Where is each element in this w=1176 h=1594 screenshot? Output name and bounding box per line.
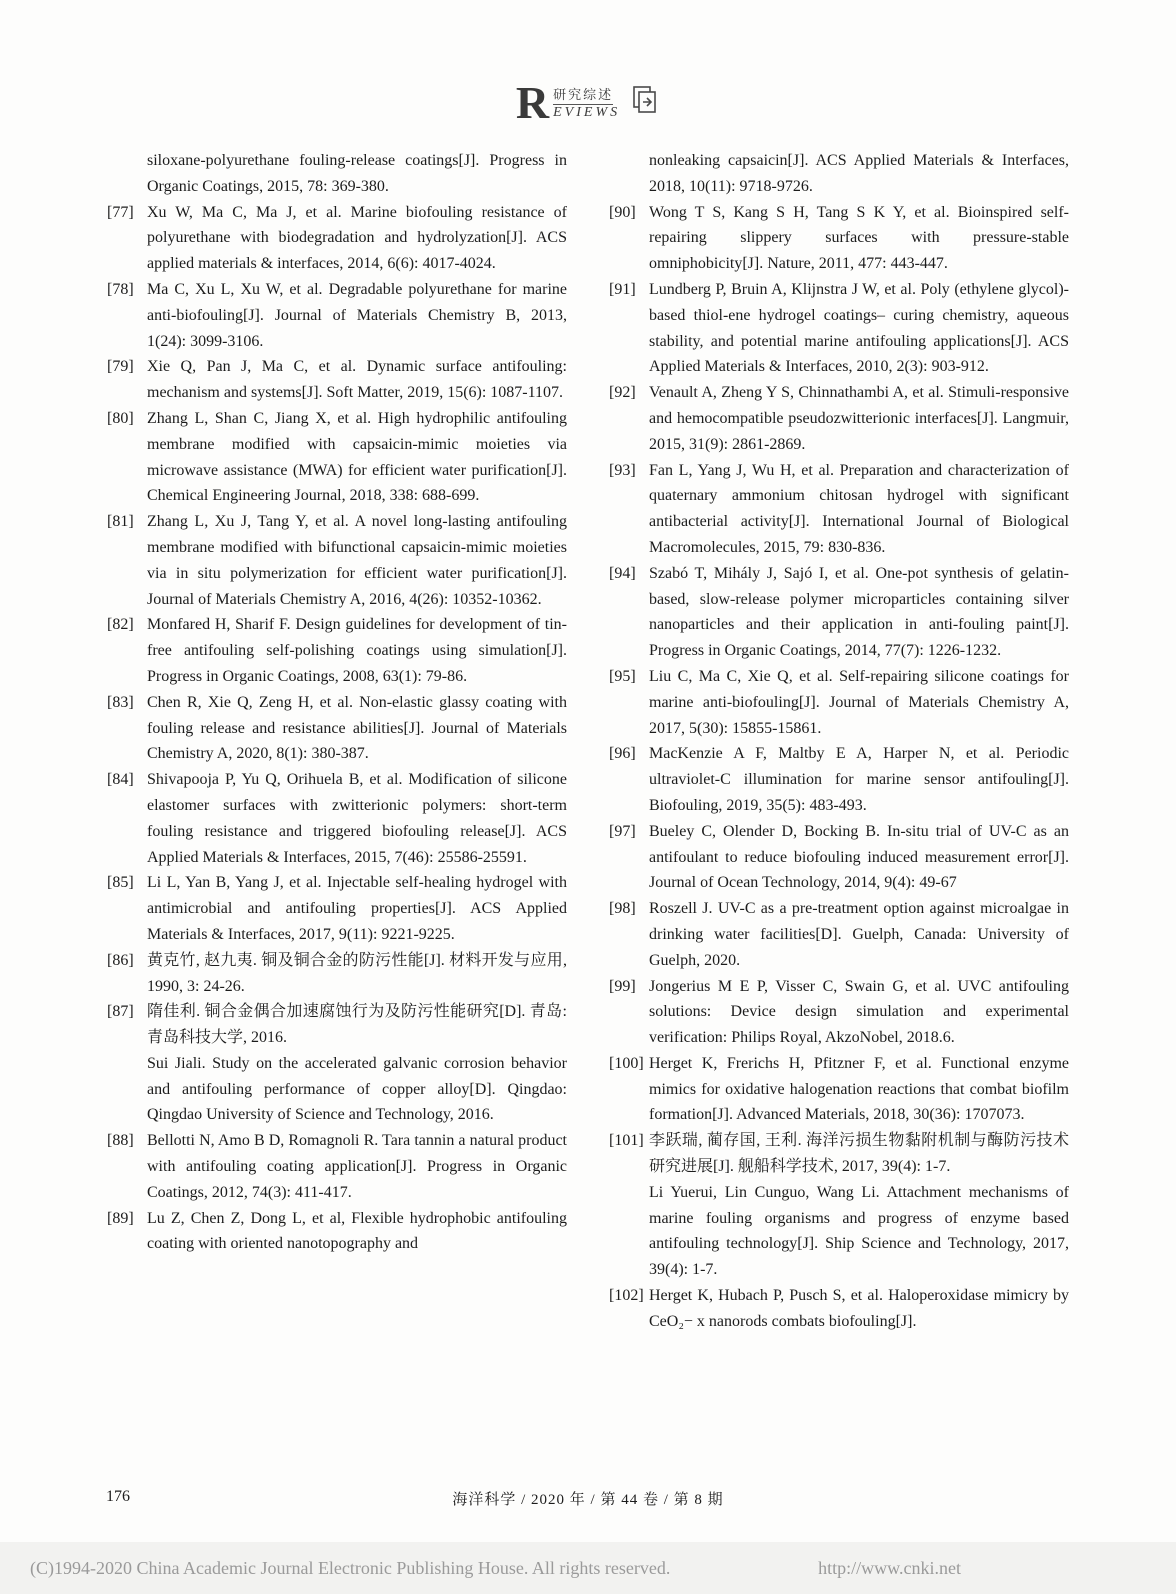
reference-item xyxy=(609,819,1069,896)
reference-label: [86] xyxy=(107,951,134,969)
reference-item xyxy=(107,948,567,1000)
reference-label: [97] xyxy=(609,822,636,840)
reference-text: Wong T S, Kang S H, Tang S K Y, et al. Bioinspired self-repairing slippery surfaces with pressure-stable omniphobicity[J]. Nature, 2011, 477: 443-447. xyxy=(649,203,1069,273)
reference-item xyxy=(609,664,1069,741)
reference-text: Roszell J. UV-C as a pre-treatment option against microalgae in drinking water facilities[D]. Guelph, Canada: University of Guelph, 2020. xyxy=(649,900,1069,969)
reference-continuation xyxy=(107,148,567,200)
reference-text: Bellotti N, Amo B D, Romagnoli R. Tara tannin a natural product with antifouling coating application[J]. Progress in Organic Coatings, 2012, 74(3): 411-417. xyxy=(147,1132,567,1201)
reference-text: Bueley C, Olender D, Bocking B. In-situ trial of UV-C as an antifoulant to reduce biofouling induced measurement error[J]. Journal of Ocean Technology, 2014, 9(4): 49-67 xyxy=(649,822,1069,892)
reference-label: [96] xyxy=(609,745,636,763)
reference-item xyxy=(609,1283,1069,1335)
logo-english-label: EVIEWS xyxy=(553,105,621,120)
reference-label: [95] xyxy=(609,667,636,685)
reference-text: Li L, Yan B, Yang J, et al. Injectable self-healing hydrogel with antimicrobial and antifouling properties[J]. ACS Applied Materials & Interfaces, 2017, 9(11): 9221-9225. xyxy=(147,874,567,943)
references-column-left xyxy=(107,148,567,1335)
reference-text: Monfared H, Sharif F. Design guidelines for development of tin-free antifouling self-polishing coatings using simulation[J]. Progress in Organic Coatings, 2008, 63(1): 79-86. xyxy=(147,616,567,685)
reference-continuation xyxy=(609,148,1069,200)
reference-text: Sui Jiali. Study on the accelerated galvanic corrosion behavior and antifouling performance of copper alloy[D]. Qingdao: Qingdao University of Science and Technology, 2016. xyxy=(147,1054,567,1124)
reference-text: 隋佳利. 铜合金偶合加速腐蚀行为及防污性能研究[D]. 青岛: 青岛科技大学, 2016. xyxy=(147,1003,567,1047)
reference-label: [99] xyxy=(609,977,636,995)
reference-text: nonleaking capsaicin[J]. ACS Applied Materials & Interfaces, 2018, 10(11): 9718-9726. xyxy=(649,152,1069,195)
reference-item xyxy=(609,741,1069,818)
reference-text: Xu W, Ma C, Ma J, et al. Marine biofouling resistance of polyurethane with biodegradation and hydrolyzation[J]. ACS applied materials & interfaces, 2014, 6(6): 4017-4024. xyxy=(147,203,567,273)
logo-chinese-label: 研究综述 xyxy=(553,84,613,105)
copyright-bar xyxy=(0,1542,1176,1594)
reference-item xyxy=(609,277,1069,380)
reference-text: Li Yuerui, Lin Cunguo, Wang Li. Attachment mechanisms of marine fouling organisms and progress of enzyme based antifouling technology[J]. Ship Science and Technology, 2017, 39(4): 1-7. xyxy=(649,1183,1069,1279)
reference-label: [101] xyxy=(609,1132,644,1150)
reference-item xyxy=(107,1128,567,1205)
reference-label: [81] xyxy=(107,513,134,531)
reference-label: [85] xyxy=(107,874,134,892)
reference-label: [94] xyxy=(609,564,636,582)
reference-label: [77] xyxy=(107,203,134,221)
reference-item xyxy=(107,1206,567,1258)
reference-label: [82] xyxy=(107,616,134,634)
reference-item xyxy=(609,1051,1069,1128)
reference-label: [90] xyxy=(609,203,636,221)
reference-item xyxy=(107,690,567,767)
reference-item xyxy=(107,354,567,406)
reviews-logo-letter: R xyxy=(515,77,550,128)
reference-text: MacKenzie A F, Maltby E A, Harper N, et al. Periodic ultraviolet-C illumination for marine sensor antifouling[J]. Biofouling, 2019, 35(5): 483-493. xyxy=(649,745,1069,814)
reference-label: [89] xyxy=(107,1209,134,1227)
page-footer xyxy=(0,1488,1176,1514)
reference-label: [87] xyxy=(107,1003,134,1021)
reference-label: [91] xyxy=(609,280,636,298)
reference-text: Szabó T, Mihály J, Sajó I, et al. One-pot synthesis of gelatin-based, slow-release polymer microparticles containing silver nanoparticles and their application in anti-fouling paint[J]. Progress in Organic Coatings, 2014, 77(7): 1226-1232. xyxy=(649,564,1069,660)
reference-item xyxy=(107,406,567,509)
page-number: 176 xyxy=(106,1488,130,1505)
reference-label: [83] xyxy=(107,693,134,711)
reference-text: Jongerius M E P, Visser C, Swain G, et al. UVC antifouling solutions: Device design simulation and experimental verification: Philips Royal, AkzoNobel, 2018.6. xyxy=(649,977,1069,1047)
reference-item xyxy=(609,458,1069,561)
reference-item xyxy=(107,612,567,689)
reference-text: Lu Z, Chen Z, Dong L, et al, Flexible hydrophobic antifouling coating with oriented nanotopography and xyxy=(147,1209,567,1253)
reference-label: [79] xyxy=(107,358,134,376)
reference-text: Chen R, Xie Q, Zeng H, et al. Non-elastic glassy coating with fouling release and resistance abilities[J]. Journal of Materials Chemistry A, 2020, 8(1): 380-387. xyxy=(147,693,567,763)
reference-item xyxy=(107,509,567,612)
reference-label: [80] xyxy=(107,409,134,427)
reference-text: 黄克竹, 赵九夷. 铜及铜合金的防污性能[J]. 材料开发与应用, 1990, 3: 24-26. xyxy=(147,951,567,995)
reference-item xyxy=(107,200,567,277)
reference-text: Herget K, Hubach P, Pusch S, et al. Haloperoxidase mimicry by CeO₂− x nanorods combats biofouling[J]. xyxy=(649,1287,1069,1330)
reference-label: [98] xyxy=(609,900,636,918)
copyright-url[interactable]: http://www.cnki.net xyxy=(818,1557,961,1578)
reference-item xyxy=(609,561,1069,664)
reference-text: 李跃瑞, 蔺存国, 王利. 海洋污损生物黏附机制与酶防污技术研究进展[J]. 舰船科学技术, 2017, 39(4): 1-7. xyxy=(649,1132,1069,1176)
reference-label: [100] xyxy=(609,1054,644,1072)
references-list xyxy=(107,148,1069,1335)
reference-text: Ma C, Xu L, Xu W, et al. Degradable polyurethane for marine anti-biofouling[J]. Journal of Materials Chemistry B, 2013, 1(24): 3099-3106. xyxy=(147,280,567,350)
reference-text: Lundberg P, Bruin A, Klijnstra J W, et al. Poly (ethylene glycol)-based thiol-ene hydrogel coatings– curing chemistry, aqueous stability, and potential marine antifouling applications[J]. ACS Applied Materials & Interfaces, 2010, 2(3): 903-912. xyxy=(649,280,1069,376)
references-column-right xyxy=(609,148,1069,1335)
reference-text: Venault A, Zheng Y S, Chinnathambi A, et al. Stimuli-responsive and hemocompatible pseudozwitterionic interfaces[J]. Langmuir, 2015, 31(9): 2861-2869. xyxy=(649,384,1069,453)
reviews-logo xyxy=(515,77,660,128)
reference-label: [88] xyxy=(107,1132,134,1150)
reference-text: siloxane-polyurethane fouling-release coatings[J]. Progress in Organic Coatings, 2015, 78: 369-380. xyxy=(147,152,567,195)
reference-item xyxy=(609,896,1069,973)
reference-text: Fan L, Yang J, Wu H, et al. Preparation and characterization of quaternary ammonium chitosan hydrogel with significant antibacterial activity[J]. International Journal of Biological Macromolecules, 2015, 79: 830-836. xyxy=(649,461,1069,556)
reference-text: Zhang L, Xu J, Tang Y, et al. A novel long-lasting antifouling membrane modified with bifunctional capsaicin-mimic moieties via in situ polymerization for efficient water purification[J]. Journal of Materials Chemistry A, 2016, 4(26): 10352-10362. xyxy=(147,513,567,608)
reference-text: Herget K, Frerichs H, Pfitzner F, et al. Functional enzyme mimics for oxidative halogenation reactions that combat biofilm formation[J]. Advanced Materials, 2018, 30(36): 1707073. xyxy=(649,1054,1069,1124)
reference-item xyxy=(107,767,567,870)
reference-text: Liu C, Ma C, Xie Q, et al. Self-repairing silicone coatings for marine anti-biofouling[J]. Journal of Materials Chemistry A, 2017, 5(30): 15855-15861. xyxy=(649,667,1069,737)
reference-item xyxy=(107,870,567,947)
reference-item xyxy=(609,200,1069,277)
reference-item xyxy=(609,974,1069,1051)
reference-text: Zhang L, Shan C, Jiang X, et al. High hydrophilic antifouling membrane modified with capsaicin-mimic moieties via microwave assistance (MWA) for efficient water purification[J]. Chemical Engineering Journal, 2018, 338: 688-699. xyxy=(147,409,567,505)
reference-label: [102] xyxy=(609,1287,644,1305)
reference-item xyxy=(107,277,567,354)
reference-text: Xie Q, Pan J, Ma C, et al. Dynamic surface antifouling: mechanism and systems[J]. Soft Matter, 2019, 15(6): 1087-1107. xyxy=(147,358,567,402)
reference-label: [84] xyxy=(107,771,134,789)
reference-item xyxy=(609,1128,1069,1283)
journal-info: 海洋科学 / 2020 年 / 第 44 卷 / 第 8 期 xyxy=(452,1492,724,1508)
journal-header xyxy=(0,0,1176,128)
reference-item xyxy=(609,380,1069,457)
reference-label: [93] xyxy=(609,461,636,479)
reference-label: [92] xyxy=(609,384,636,402)
reference-text: Shivapooja P, Yu Q, Orihuela B, et al. Modification of silicone elastomer surfaces with zwitterionic polymers: short-term fouling resistance and triggered biofouling release[J]. ACS Applied Materials & Interfaces, 2015, 7(46): 25586-25591. xyxy=(147,771,567,866)
copyright-text: (C)1994-2020 China Academic Journal Electronic Publishing House. All rights reserved. xyxy=(30,1557,671,1578)
reference-item xyxy=(107,999,567,1128)
document-copy-icon xyxy=(630,85,660,120)
reference-label: [78] xyxy=(107,280,134,298)
